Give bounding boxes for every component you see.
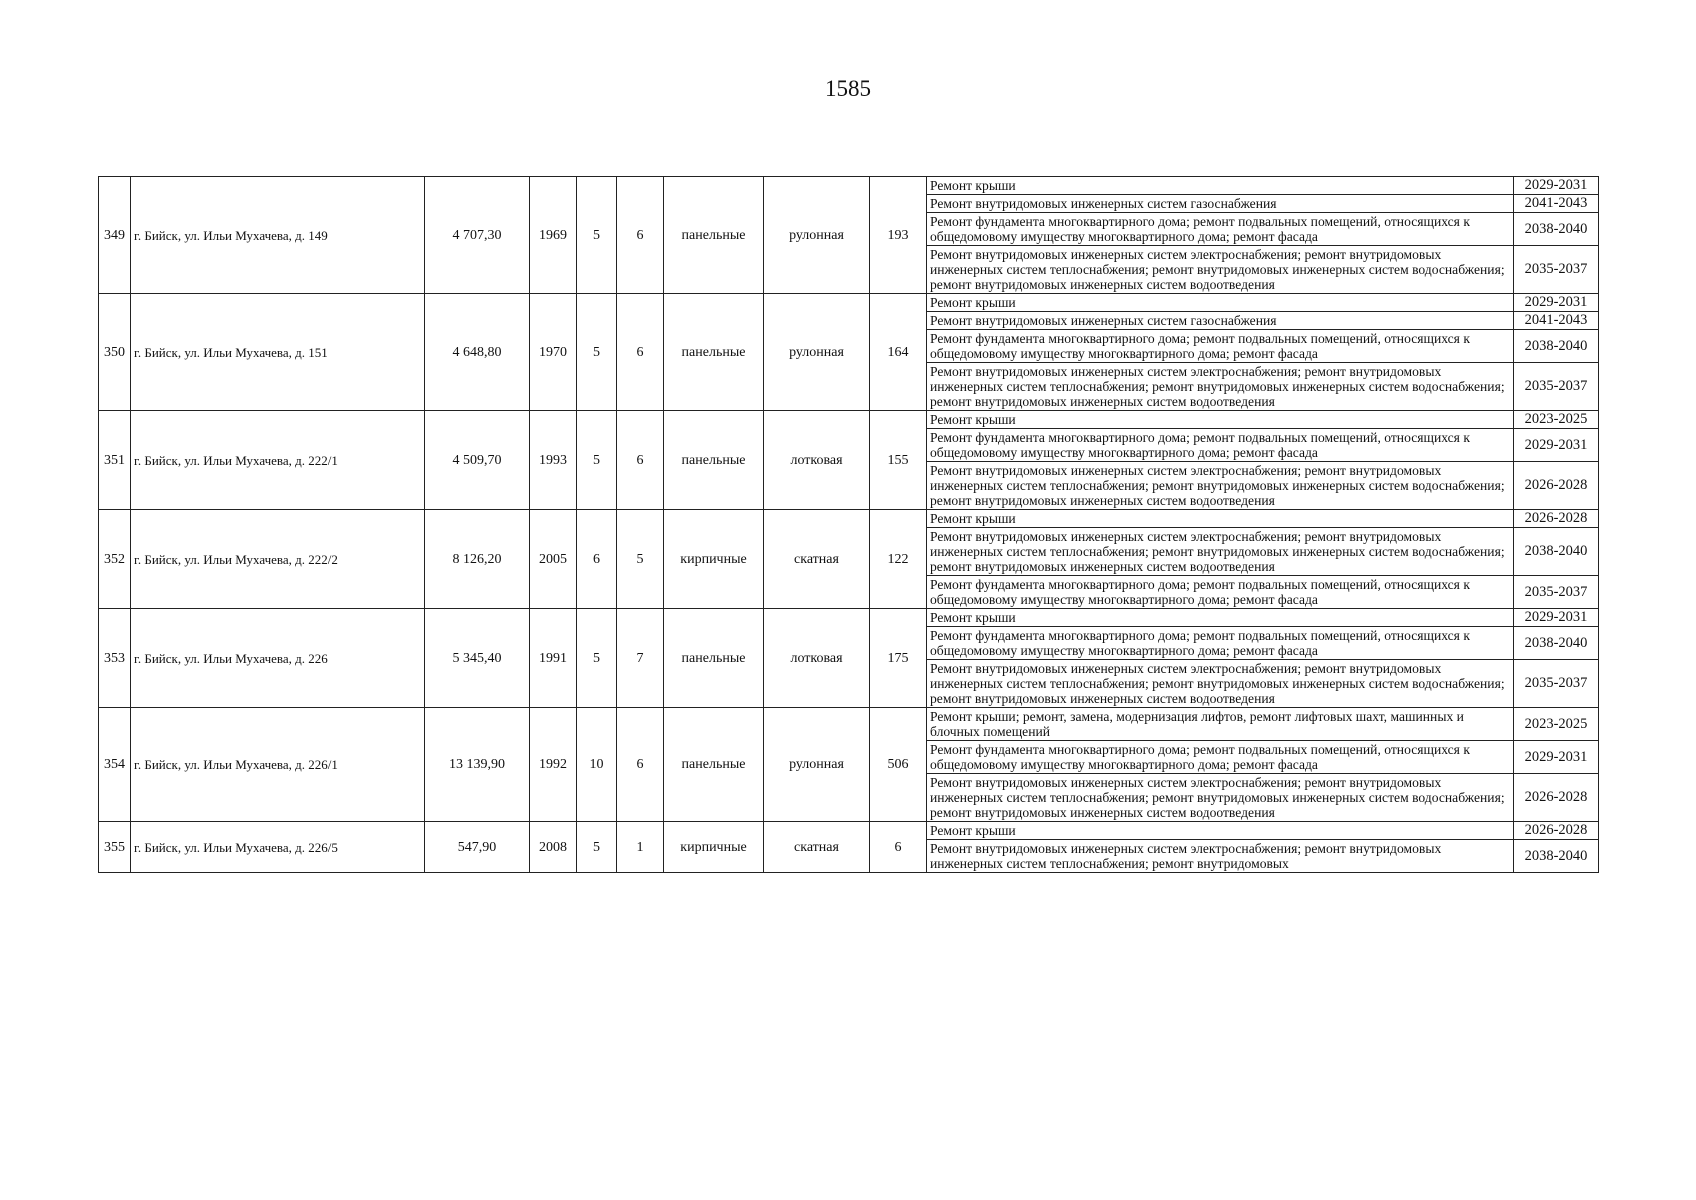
roof-type-cell: скатная — [764, 510, 870, 609]
repair-work-cell: Ремонт фундамента многоквартирного дома; ремонт подвальных помещений, относящихся к общедомовому имуществу многоквартирного дома; ремонт фасада — [927, 429, 1514, 462]
address-cell: г. Бийск, ул. Ильи Мухачева, д. 222/1 — [131, 411, 425, 510]
row-number-cell: 353 — [99, 609, 131, 708]
wall-material-cell: кирпичные — [664, 822, 764, 873]
floor-count-cell: 6 — [577, 510, 617, 609]
repair-period-cell: 2035-2037 — [1514, 660, 1599, 708]
floor-count-cell: 5 — [577, 177, 617, 294]
registry-body — [99, 177, 1599, 873]
row-number-cell: 352 — [99, 510, 131, 609]
repair-work-cell: Ремонт внутридомовых инженерных систем газоснабжения — [927, 195, 1514, 213]
repair-work-cell: Ремонт крыши — [927, 510, 1514, 528]
address-cell: г. Бийск, ул. Ильи Мухачева, д. 222/2 — [131, 510, 425, 609]
repair-work-cell: Ремонт фундамента многоквартирного дома; ремонт подвальных помещений, относящихся к общедомовому имуществу многоквартирного дома; ремонт фасада — [927, 627, 1514, 660]
repair-work-cell: Ремонт крыши — [927, 822, 1514, 840]
entrance-count-cell: 1 — [617, 822, 664, 873]
wall-material-cell: панельные — [664, 177, 764, 294]
repair-work-cell: Ремонт фундамента многоквартирного дома; ремонт подвальных помещений, относящихся к общедомовому имуществу многоквартирного дома; ремонт фасада — [927, 330, 1514, 363]
total-area-cell: 4 707,30 — [425, 177, 530, 294]
repair-work-cell: Ремонт внутридомовых инженерных систем газоснабжения — [927, 312, 1514, 330]
roof-type-cell: скатная — [764, 822, 870, 873]
building-row — [99, 708, 1599, 741]
address-cell: г. Бийск, ул. Ильи Мухачева, д. 149 — [131, 177, 425, 294]
repair-period-cell: 2038-2040 — [1514, 528, 1599, 576]
repair-period-cell: 2026-2028 — [1514, 510, 1599, 528]
entrance-count-cell: 6 — [617, 708, 664, 822]
row-number-cell: 350 — [99, 294, 131, 411]
resident-count-cell: 164 — [870, 294, 927, 411]
floor-count-cell: 10 — [577, 708, 617, 822]
wall-material-cell: панельные — [664, 411, 764, 510]
repair-period-cell: 2029-2031 — [1514, 177, 1599, 195]
repair-period-cell: 2038-2040 — [1514, 627, 1599, 660]
repair-period-cell: 2026-2028 — [1514, 822, 1599, 840]
repair-work-cell: Ремонт крыши — [927, 609, 1514, 627]
build-year-cell: 2005 — [530, 510, 577, 609]
wall-material-cell: панельные — [664, 609, 764, 708]
address-cell: г. Бийск, ул. Ильи Мухачева, д. 226/5 — [131, 822, 425, 873]
repair-period-cell: 2038-2040 — [1514, 330, 1599, 363]
repair-work-cell: Ремонт крыши — [927, 294, 1514, 312]
repair-work-cell: Ремонт крыши — [927, 411, 1514, 429]
total-area-cell: 5 345,40 — [425, 609, 530, 708]
entrance-count-cell: 6 — [617, 411, 664, 510]
repair-work-cell: Ремонт фундамента многоквартирного дома; ремонт подвальных помещений, относящихся к общедомовому имуществу многоквартирного дома; ремонт фасада — [927, 741, 1514, 774]
resident-count-cell: 155 — [870, 411, 927, 510]
build-year-cell: 1970 — [530, 294, 577, 411]
repair-work-cell: Ремонт внутридомовых инженерных систем электроснабжения; ремонт внутридомовых инженерных систем теплоснабжения; ремонт внутридомовых инженерных систем водоснабжения; ремонт внутридомовых инженерных систем водоотведения — [927, 363, 1514, 411]
entrance-count-cell: 6 — [617, 294, 664, 411]
resident-count-cell: 506 — [870, 708, 927, 822]
repair-period-cell: 2035-2037 — [1514, 363, 1599, 411]
repair-work-cell: Ремонт крыши; ремонт, замена, модернизация лифтов, ремонт лифтовых шахт, машинных и блочных помещений — [927, 708, 1514, 741]
roof-type-cell: рулонная — [764, 708, 870, 822]
floor-count-cell: 5 — [577, 609, 617, 708]
roof-type-cell: лотковая — [764, 609, 870, 708]
repair-work-cell: Ремонт внутридомовых инженерных систем электроснабжения; ремонт внутридомовых инженерных систем теплоснабжения; ремонт внутридомовых инженерных систем водоснабжения; ремонт внутридомовых инженерных систем водоотведения — [927, 774, 1514, 822]
total-area-cell: 13 139,90 — [425, 708, 530, 822]
entrance-count-cell: 5 — [617, 510, 664, 609]
wall-material-cell: панельные — [664, 294, 764, 411]
total-area-cell: 4 509,70 — [425, 411, 530, 510]
repair-period-cell: 2035-2037 — [1514, 246, 1599, 294]
building-row — [99, 411, 1599, 429]
address-cell: г. Бийск, ул. Ильи Мухачева, д. 226/1 — [131, 708, 425, 822]
address-cell: г. Бийск, ул. Ильи Мухачева, д. 151 — [131, 294, 425, 411]
repair-period-cell: 2023-2025 — [1514, 708, 1599, 741]
building-row — [99, 609, 1599, 627]
repair-period-cell: 2038-2040 — [1514, 840, 1599, 873]
repair-period-cell: 2029-2031 — [1514, 741, 1599, 774]
row-number-cell: 355 — [99, 822, 131, 873]
page-number: 1585 — [825, 76, 871, 101]
resident-count-cell: 193 — [870, 177, 927, 294]
floor-count-cell: 5 — [577, 411, 617, 510]
repair-period-cell: 2035-2037 — [1514, 576, 1599, 609]
roof-type-cell: рулонная — [764, 177, 870, 294]
repair-period-cell: 2041-2043 — [1514, 312, 1599, 330]
row-number-cell: 351 — [99, 411, 131, 510]
build-year-cell: 1991 — [530, 609, 577, 708]
building-row — [99, 822, 1599, 840]
roof-type-cell: рулонная — [764, 294, 870, 411]
building-registry-table — [98, 176, 1599, 873]
building-row — [99, 294, 1599, 312]
repair-period-cell: 2029-2031 — [1514, 294, 1599, 312]
entrance-count-cell: 7 — [617, 609, 664, 708]
build-year-cell: 2008 — [530, 822, 577, 873]
row-number-cell: 354 — [99, 708, 131, 822]
repair-period-cell: 2026-2028 — [1514, 462, 1599, 510]
repair-work-cell: Ремонт внутридомовых инженерных систем электроснабжения; ремонт внутридомовых инженерных систем теплоснабжения; ремонт внутридомовых инженерных систем водоснабжения; ремонт внутридомовых инженерных систем водоотведения — [927, 246, 1514, 294]
wall-material-cell: кирпичные — [664, 510, 764, 609]
floor-count-cell: 5 — [577, 822, 617, 873]
resident-count-cell: 6 — [870, 822, 927, 873]
repair-work-cell: Ремонт крыши — [927, 177, 1514, 195]
repair-work-cell: Ремонт внутридомовых инженерных систем электроснабжения; ремонт внутридомовых инженерных систем теплоснабжения; ремонт внутридомовых — [927, 840, 1514, 873]
repair-period-cell: 2023-2025 — [1514, 411, 1599, 429]
wall-material-cell: панельные — [664, 708, 764, 822]
repair-work-cell: Ремонт внутридомовых инженерных систем электроснабжения; ремонт внутридомовых инженерных систем теплоснабжения; ремонт внутридомовых инженерных систем водоснабжения; ремонт внутридомовых инженерных систем водоотведения — [927, 462, 1514, 510]
repair-period-cell: 2029-2031 — [1514, 609, 1599, 627]
repair-work-cell: Ремонт внутридомовых инженерных систем электроснабжения; ремонт внутридомовых инженерных систем теплоснабжения; ремонт внутридомовых инженерных систем водоснабжения; ремонт внутридомовых инженерных систем водоотведения — [927, 528, 1514, 576]
repair-period-cell: 2041-2043 — [1514, 195, 1599, 213]
repair-period-cell: 2026-2028 — [1514, 774, 1599, 822]
build-year-cell: 1992 — [530, 708, 577, 822]
building-row — [99, 510, 1599, 528]
row-number-cell: 349 — [99, 177, 131, 294]
repair-period-cell: 2038-2040 — [1514, 213, 1599, 246]
total-area-cell: 4 648,80 — [425, 294, 530, 411]
repair-period-cell: 2029-2031 — [1514, 429, 1599, 462]
build-year-cell: 1993 — [530, 411, 577, 510]
floor-count-cell: 5 — [577, 294, 617, 411]
repair-work-cell: Ремонт внутридомовых инженерных систем электроснабжения; ремонт внутридомовых инженерных систем теплоснабжения; ремонт внутридомовых инженерных систем водоснабжения; ремонт внутридомовых инженерных систем водоотведения — [927, 660, 1514, 708]
resident-count-cell: 175 — [870, 609, 927, 708]
repair-work-cell: Ремонт фундамента многоквартирного дома; ремонт подвальных помещений, относящихся к общедомовому имуществу многоквартирного дома; ремонт фасада — [927, 576, 1514, 609]
total-area-cell: 547,90 — [425, 822, 530, 873]
roof-type-cell: лотковая — [764, 411, 870, 510]
build-year-cell: 1969 — [530, 177, 577, 294]
entrance-count-cell: 6 — [617, 177, 664, 294]
repair-work-cell: Ремонт фундамента многоквартирного дома; ремонт подвальных помещений, относящихся к общедомовому имуществу многоквартирного дома; ремонт фасада — [927, 213, 1514, 246]
total-area-cell: 8 126,20 — [425, 510, 530, 609]
building-row — [99, 177, 1599, 195]
address-cell: г. Бийск, ул. Ильи Мухачева, д. 226 — [131, 609, 425, 708]
resident-count-cell: 122 — [870, 510, 927, 609]
